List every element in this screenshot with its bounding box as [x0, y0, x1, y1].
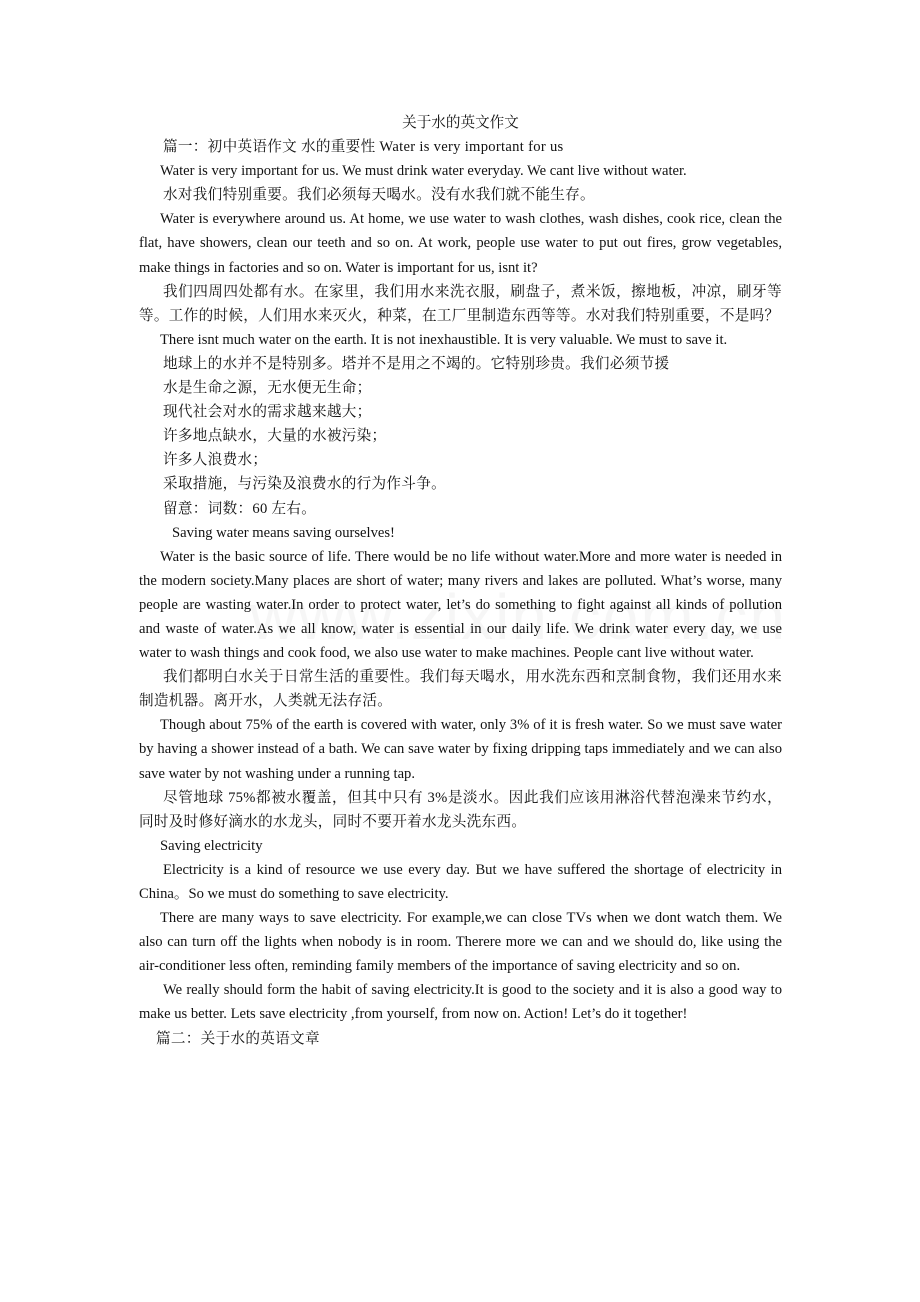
- paragraph: 尽管地球 75%都被水覆盖，但其中只有 3%是淡水。因此我们应该用淋浴代替泡澡来节约水，同时及时修好滴水的水龙头，同时不要开着水龙头洗东西。: [139, 789, 782, 830]
- paragraph: Water is very important for us. We must drink water everyday. We cant live without water.: [160, 163, 687, 180]
- outline-item: 水是生命之源，无水便无生命；: [163, 380, 372, 397]
- outline-item: 采取措施，与污染及浪费水的行为作斗争。: [163, 476, 446, 493]
- document-body: [139, 111, 782, 1051]
- paragraph: 水对我们特别重要。我们必须每天喝水。没有水我们就不能生存。: [163, 187, 595, 204]
- paragraph: There isnt much water on the earth. It is not inexhaustible. It is very valuable. We must to save it.: [160, 331, 728, 348]
- section-heading-1: 篇一：初中英语作文 水的重要性 Water is very important for us: [163, 139, 564, 156]
- paragraph: 我们四周四处都有水。在家里，我们用水来洗衣服，刷盘子，煮米饭，擦地板，冲凉，刷牙等等。工作的时候，人们用水来灭火，种菜，在工厂里制造东西等等。水对我们特别重要，不是吗？: [139, 283, 782, 324]
- outline-item: 许多地点缺水，大量的水被污染；: [163, 428, 387, 445]
- paragraph: There are many ways to save electricity. For example,we can close TVs when we dont watch them. We also can turn off the lights when nobody is in room. Therere more we can and we should do, like using the air-conditioner less often, reminding family members of the importance of saving electricity and so on.: [139, 910, 782, 975]
- paragraph: 我们都明白水关于日常生活的重要性。我们每天喝水，用水洗东西和烹制食物，我们还用水来制造机器。离开水，人类就无法存活。: [139, 669, 782, 710]
- section-heading-2: 篇二：关于水的英语文章: [156, 1030, 320, 1047]
- paragraph: 地球上的水并不是特别多。塔并不是用之不竭的。它特别珍贵。我们必须节援: [163, 355, 670, 372]
- outline-item: 现代社会对水的需求越来越大；: [163, 404, 372, 421]
- paragraph: Though about 75% of the earth is covered with water, only 3% of it is fresh water. So we must save water by having a shower instead of a bath. We can save water by fixing dripping taps immediately and we can also save water by not washing under a running tap.: [139, 717, 782, 782]
- word-count-note: 留意：词数：60 左右。: [163, 500, 317, 517]
- outline-item: 许多人浪费水；: [163, 452, 268, 469]
- essay-title: Saving water means saving ourselves!: [172, 524, 395, 541]
- document-title: 关于水的英文作文: [402, 115, 519, 131]
- paragraph: We really should form the habit of saving electricity.It is good to the society and it is also a good way to make us better. Lets save electricity ,from yourself, from now on. Action! Let’s do it together!: [139, 982, 782, 1023]
- paragraph: Water is everywhere around us. At home, we use water to wash clothes, wash dishes, cook rice, clean the flat, have showers, clean our teeth and so on. At work, people use water to put out fires, grow vegetables, make things in factories and so on. Water is important for us, isnt it?: [139, 211, 782, 276]
- paragraph: Electricity is a kind of resource we use every day. But we have suffered the shortage of electricity in China。So we must do something to save electricity.: [139, 861, 782, 902]
- paragraph: Water is the basic source of life. There would be no life without water.More and more water is needed in the modern society.Many places are short of water; many rivers and lakes are polluted. What’s worse, many people are wasting water.In order to protect water, let’s do something to fight against all kinds of pollution and waste of water.As we all know, water is essential in our daily life. We drink water every day, we use water to wash things and cook food, we also use water to make machines. People cant live without water.: [139, 548, 782, 662]
- essay-title: Saving electricity: [160, 837, 263, 854]
